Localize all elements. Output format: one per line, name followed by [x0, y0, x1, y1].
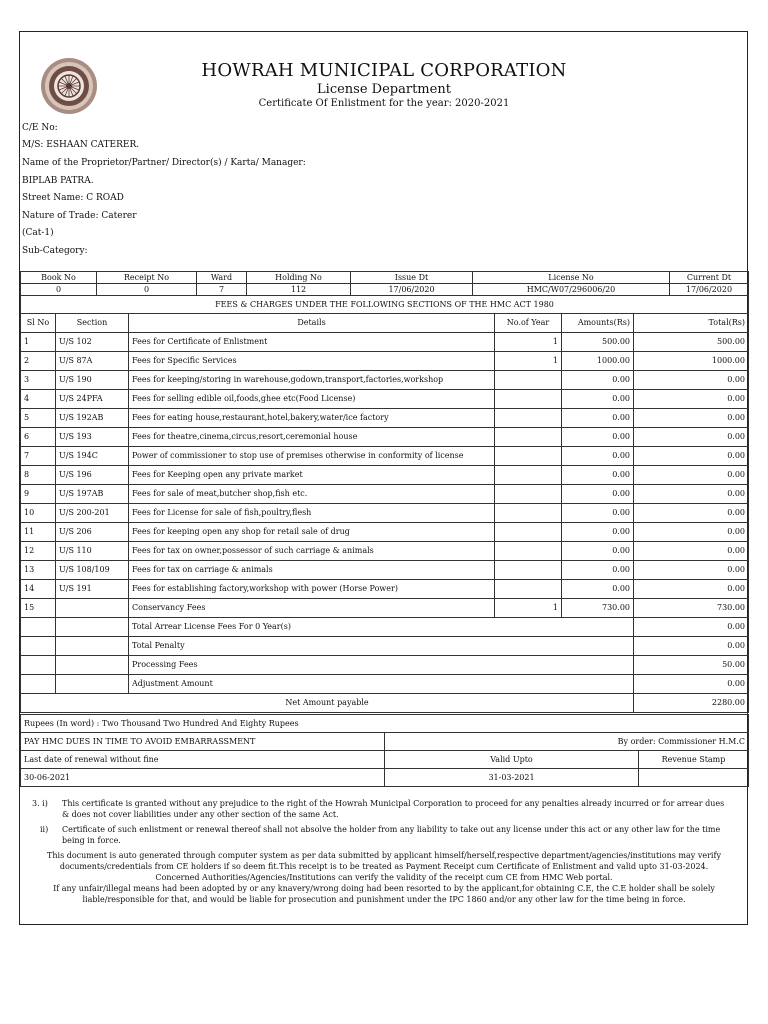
- note-2-text: Certificate of such enlistment or renewal thereof shall not absolve the holder from any liability to take out any license under this act or any other law for the time being in force.: [62, 825, 721, 845]
- fee-total: 0.00: [634, 466, 749, 485]
- fee-sl-no: 7: [21, 447, 56, 466]
- renewal-date-label: Last date of renewal without fine: [21, 751, 385, 769]
- fee-amount: 0.00: [562, 409, 634, 428]
- issue-dt-header: Issue Dt: [351, 272, 473, 284]
- extra-fee-label: Adjustment Amount: [129, 675, 634, 694]
- receipt-no-value: 0: [97, 284, 197, 296]
- fee-amount: 500.00: [562, 333, 634, 352]
- proprietor-label: Name of the Proprietor/Partner/ Director(s) / Karta/ Manager:: [22, 158, 306, 168]
- valid-upto-value: 31-03-2021: [385, 769, 639, 787]
- fee-total: 0.00: [634, 542, 749, 561]
- extra-section-empty: [56, 637, 129, 656]
- sub-category: Sub-Category:: [22, 246, 88, 256]
- fee-total: 0.00: [634, 485, 749, 504]
- fee-section: U/S 24PFA: [56, 390, 129, 409]
- fee-row: [21, 599, 749, 618]
- fee-total: 0.00: [634, 390, 749, 409]
- fee-total: 730.00: [634, 599, 749, 618]
- license-no-value: HMC/W07/296006/20: [473, 284, 670, 296]
- net-amount-row: [21, 694, 749, 713]
- fee-section: U/S 87A: [56, 352, 129, 371]
- fee-years: [495, 428, 562, 447]
- extra-fee-row: [21, 637, 749, 656]
- issue-dt-value: 17/06/2020: [351, 284, 473, 296]
- current-dt-value: 17/06/2020: [670, 284, 749, 296]
- holding-no-header: Holding No: [247, 272, 351, 284]
- renewal-date-value: 30-06-2021: [21, 769, 385, 787]
- fee-sl-no: 2: [21, 352, 56, 371]
- fee-section: U/S 102: [56, 333, 129, 352]
- amount-in-words: Rupees (In word) : Two Thousand Two Hundred And Eighty Rupees: [21, 715, 749, 733]
- fee-years: [495, 561, 562, 580]
- fee-sl-no: 6: [21, 428, 56, 447]
- fee-row: [21, 409, 749, 428]
- fee-sl-no: 8: [21, 466, 56, 485]
- extra-fee-label: Total Arrear License Fees For 0 Year(s): [129, 618, 634, 637]
- fee-total: 1000.00: [634, 352, 749, 371]
- fee-row: [21, 428, 749, 447]
- fees-header-row: [21, 314, 749, 333]
- fee-details: Conservancy Fees: [129, 599, 495, 618]
- auto-generated-notice: This document is auto generated through computer system as per data submitted by applicant himself/herself,respective department/agencies/institutions may verify documents/credentials from CE holders if so deem fit.This receipt is to be treated as Payment Receipt cum Certificate of Enlistment and valid upto 31-03-2024.: [47, 851, 721, 871]
- fee-amount: 0.00: [562, 447, 634, 466]
- fee-details: Fees for sale of meat,butcher shop,fish etc.: [129, 485, 495, 504]
- fee-section: U/S 192AB: [56, 409, 129, 428]
- fee-total: 0.00: [634, 561, 749, 580]
- fee-total: 0.00: [634, 447, 749, 466]
- fee-row: [21, 447, 749, 466]
- note-2-key: ii): [40, 825, 49, 834]
- fee-row: [21, 580, 749, 599]
- fee-row: [21, 485, 749, 504]
- extra-fee-row: [21, 656, 749, 675]
- fee-total: 0.00: [634, 504, 749, 523]
- extra-sl-empty: [21, 637, 56, 656]
- fee-sl-no: 11: [21, 523, 56, 542]
- ce-number: C/E No:: [22, 123, 58, 133]
- book-no-header: Book No: [21, 272, 97, 284]
- fee-total: 0.00: [634, 580, 749, 599]
- fee-section: [56, 599, 129, 618]
- fee-sl-no: 4: [21, 390, 56, 409]
- current-dt-header: Current Dt: [670, 272, 749, 284]
- fee-sl-no: 15: [21, 599, 56, 618]
- fee-amount: 0.00: [562, 561, 634, 580]
- verification-notice: Concerned Authorities/Agencies/Institutions can verify the validity of the receipt cum CE from HMC Web portal.: [155, 873, 613, 882]
- fee-amount: 0.00: [562, 485, 634, 504]
- fee-section: U/S 196: [56, 466, 129, 485]
- license-details-table: [20, 271, 749, 313]
- note-1-text: This certificate is granted without any prejudice to the right of the Howrah Municipal Corporation to proceed for any penalties already incurred or for arrear dues & does not cover liabilities under any other section of the same Act.: [62, 799, 725, 819]
- fee-amount: 730.00: [562, 599, 634, 618]
- details-value-row: [21, 284, 749, 296]
- fee-section: U/S 197AB: [56, 485, 129, 504]
- revenue-stamp-label: Revenue Stamp: [639, 751, 749, 769]
- sl-no-header: Sl No: [21, 314, 56, 333]
- total-header: Total(Rs): [634, 314, 749, 333]
- fee-row: [21, 390, 749, 409]
- fee-years: [495, 485, 562, 504]
- extra-fee-total: 0.00: [634, 675, 749, 694]
- fee-amount: 0.00: [562, 542, 634, 561]
- trade-category: (Cat-1): [22, 228, 54, 238]
- fee-sl-no: 10: [21, 504, 56, 523]
- fee-years: [495, 466, 562, 485]
- fee-sl-no: 5: [21, 409, 56, 428]
- fee-section: U/S 194C: [56, 447, 129, 466]
- extra-fee-label: Processing Fees: [129, 656, 634, 675]
- fee-row: [21, 352, 749, 371]
- fee-amount: 0.00: [562, 580, 634, 599]
- fee-details: Fees for tax on carriage & animals: [129, 561, 495, 580]
- fee-amount: 0.00: [562, 390, 634, 409]
- fee-sl-no: 14: [21, 580, 56, 599]
- summary-table: [20, 714, 749, 787]
- fee-details: Fees for Certificate of Enlistment: [129, 333, 495, 352]
- fee-row: [21, 466, 749, 485]
- fee-details: Fees for Specific Services: [129, 352, 495, 371]
- ward-value: 7: [197, 284, 247, 296]
- extra-fee-total: 0.00: [634, 618, 749, 637]
- fee-section: U/S 108/109: [56, 561, 129, 580]
- fee-total: 0.00: [634, 523, 749, 542]
- extra-fee-total: 0.00: [634, 637, 749, 656]
- fee-row: [21, 523, 749, 542]
- nature-of-trade: Nature of Trade: Caterer: [22, 211, 137, 221]
- proprietor-name: BIPLAB PATRA.: [22, 176, 94, 186]
- fee-details: Fees for theatre,cinema,circus,resort,ceremonial house: [129, 428, 495, 447]
- fee-details: Fees for keeping/storing in warehouse,godown,transport,factories,workshop: [129, 371, 495, 390]
- fee-years: 1: [495, 599, 562, 618]
- extra-fee-row: [21, 618, 749, 637]
- details-header-row: [21, 272, 749, 284]
- fee-details: Fees for establishing factory,workshop with power (Horse Power): [129, 580, 495, 599]
- extra-fee-total: 50.00: [634, 656, 749, 675]
- fee-years: [495, 390, 562, 409]
- terms-notes: [20, 798, 748, 905]
- holding-no-value: 112: [247, 284, 351, 296]
- fee-years: [495, 542, 562, 561]
- fee-sl-no: 1: [21, 333, 56, 352]
- fee-section: U/S 191: [56, 580, 129, 599]
- fees-table: [20, 313, 749, 713]
- extra-section-empty: [56, 675, 129, 694]
- receipt-no-header: Receipt No: [97, 272, 197, 284]
- fee-section: U/S 110: [56, 542, 129, 561]
- amounts-header: Amounts(Rs): [562, 314, 634, 333]
- fees-heading: FEES & CHARGES UNDER THE FOLLOWING SECTIONS OF THE HMC ACT 1980: [21, 296, 749, 314]
- fee-amount: 0.00: [562, 428, 634, 447]
- extra-sl-empty: [21, 656, 56, 675]
- note-1-key: 3. i): [32, 799, 48, 808]
- fee-total: 500.00: [634, 333, 749, 352]
- license-no-header: License No: [473, 272, 670, 284]
- pay-dues-notice: PAY HMC DUES IN TIME TO AVOID EMBARRASSMENT: [21, 733, 385, 751]
- fee-sl-no: 3: [21, 371, 56, 390]
- net-amount-total: 2280.00: [634, 694, 749, 713]
- fee-years: [495, 580, 562, 599]
- extra-sl-empty: [21, 675, 56, 694]
- details-header: Details: [129, 314, 495, 333]
- firm-name: M/S: ESHAAN CATERER.: [22, 140, 140, 150]
- certificate-year: Certificate Of Enlistment for the year: 2020-2021: [258, 98, 510, 109]
- extra-fee-row: [21, 675, 749, 694]
- fee-row: [21, 542, 749, 561]
- department-title: License Department: [317, 82, 451, 97]
- fee-amount: 0.00: [562, 523, 634, 542]
- fee-total: 0.00: [634, 371, 749, 390]
- fee-years: 1: [495, 352, 562, 371]
- no-of-year-header: No.of Year: [495, 314, 562, 333]
- net-amount-label: Net Amount payable: [21, 694, 634, 713]
- fee-section: U/S 193: [56, 428, 129, 447]
- fee-row: [21, 333, 749, 352]
- fee-years: [495, 447, 562, 466]
- fee-row: [21, 504, 749, 523]
- ward-header: Ward: [197, 272, 247, 284]
- extra-section-empty: [56, 618, 129, 637]
- fee-details: Fees for tax on owner,possessor of such carriage & animals: [129, 542, 495, 561]
- note-2: [20, 824, 748, 846]
- street-name: Street Name: C ROAD: [22, 193, 124, 203]
- fee-section: U/S 206: [56, 523, 129, 542]
- fee-section: U/S 200-201: [56, 504, 129, 523]
- book-no-value: 0: [21, 284, 97, 296]
- revenue-stamp-box: [639, 769, 749, 787]
- fee-sl-no: 12: [21, 542, 56, 561]
- fee-details: Fees for selling edible oil,foods,ghee etc(Food License): [129, 390, 495, 409]
- fee-amount: 0.00: [562, 504, 634, 523]
- fee-years: [495, 371, 562, 390]
- extra-section-empty: [56, 656, 129, 675]
- fee-sl-no: 13: [21, 561, 56, 580]
- fee-sl-no: 9: [21, 485, 56, 504]
- fee-amount: 1000.00: [562, 352, 634, 371]
- fee-details: Fees for eating house,restaurant,hotel,bakery,water/ice factory: [129, 409, 495, 428]
- note-1: [20, 798, 748, 820]
- fee-details: Fees for License for sale of fish,poultry,flesh: [129, 504, 495, 523]
- fee-section: U/S 190: [56, 371, 129, 390]
- by-order-text: By order: Commissioner H.M.C: [385, 733, 749, 751]
- extra-sl-empty: [21, 618, 56, 637]
- fee-details: Fees for Keeping open any private market: [129, 466, 495, 485]
- fee-total: 0.00: [634, 409, 749, 428]
- fee-row: [21, 561, 749, 580]
- section-header: Section: [56, 314, 129, 333]
- fee-amount: 0.00: [562, 466, 634, 485]
- fee-details: Fees for keeping open any shop for retail sale of drug: [129, 523, 495, 542]
- fee-years: [495, 504, 562, 523]
- page-title: HOWRAH MUNICIPAL CORPORATION: [201, 60, 567, 81]
- valid-upto-label: Valid Upto: [385, 751, 639, 769]
- fee-years: [495, 523, 562, 542]
- fee-amount: 0.00: [562, 371, 634, 390]
- fee-row: [21, 371, 749, 390]
- extra-fee-label: Total Penalty: [129, 637, 634, 656]
- fee-details: Power of commissioner to stop use of premises otherwise in conformity of license: [129, 447, 495, 466]
- liability-notice: If any unfair/illegal means had been adopted by or any knavery/wrong doing had been resorted to by the applicant,for obtaining C.E, the C.E holder shall be solely liable/responsible for that, and would be liable for prosecution and punishment under the IPC 1860 and/or any other law for the time being in force.: [53, 884, 715, 904]
- fee-total: 0.00: [634, 428, 749, 447]
- fee-years: [495, 409, 562, 428]
- fee-years: 1: [495, 333, 562, 352]
